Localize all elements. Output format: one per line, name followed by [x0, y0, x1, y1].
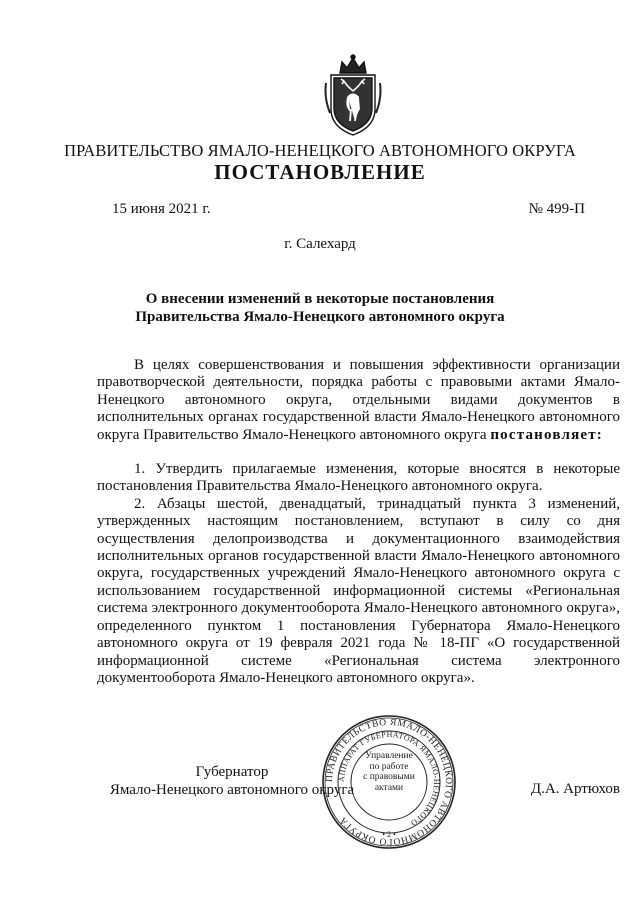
document-date: 15 июня 2021 г.: [112, 201, 211, 217]
stamp-inner-ring-text: АППАРАТ ГУБЕРНАТОРА ЯМАЛО-НЕНЕЦКОГО: [336, 729, 442, 828]
document-body: [97, 357, 620, 687]
stamp-center-line-4: актами: [374, 782, 404, 793]
item-1-paragraph: 1. Утвердить прилагаемые изменения, которые вносятся в некоторые постановления Правительства Ямало-Ненецкого автономного округа.: [97, 461, 620, 495]
preamble-text: В целях совершенствования и повышения эффективности организации правотворческой деятельности, порядка работы с правовыми актами Ямало-Ненецкого автономного округа, отдельными видами документов в исполнительных органах государственной власти Ямало-Ненецкого автономного округа Правительство Ямало-Ненецкого автономного округа: [97, 357, 620, 443]
decree-word: постановляет:: [490, 426, 604, 443]
stamp-center-line-3: с правовыми: [363, 772, 415, 782]
stamp-center-text: [350, 751, 428, 793]
document-type: ПОСТАНОВЛЕНИЕ: [214, 160, 426, 184]
preamble-paragraph: [97, 357, 620, 444]
subject-line-1: О внесении изменений в некоторые постановления: [145, 291, 495, 307]
stamp-center-line-2: по работе: [369, 761, 409, 772]
stamp-number: • 2 •: [382, 830, 396, 839]
signatory-name: Д.А. Артюхов: [530, 781, 620, 797]
document-number: № 499-П: [528, 201, 585, 217]
stamp-center-line-1: Управление: [365, 751, 413, 761]
stamp-outer-ring-text: ПРАВИТЕЛЬСТВО ЯМАЛО-НЕНЕЦКОГО АВТОНОМНОГО ОКРУГА: [324, 717, 454, 847]
government-name: ПРАВИТЕЛЬСТВО ЯМАЛО-НЕНЕЦКОГО АВТОНОМНОГО ОКРУГА: [64, 141, 576, 160]
subject-line-2: Правительства Ямало-Ненецкого автономного округа: [135, 309, 505, 325]
item-2-paragraph: 2. Абзацы шестой, двенадцатый, тринадцатый пункта 3 изменений, утвержденных настоящим постановлением, вступают в силу со дня осуществления делопроизводства и документационного взаимодействия исполнительных органов государственной власти Ямало-Ненецкого автономного округа, государственных учреждений Ямало-Ненецкого автономного округа с использованием государственной информационной системы «Региональная система электронного документооборота Ямало-Ненецкого автономного округа», определенного пунктом 1 постановления Губернатора Ямало-Ненецкого автономного округа от 19 февраля 2021 года № 18-ПГ «О государственной информационной системе «Региональная система электронного документооборота Ямало-Ненецкого автономного округа».: [97, 495, 620, 686]
signatory-title-line-1: Губернатор: [195, 764, 269, 780]
document-subject: [0, 290, 640, 326]
document-city: г. Салехард: [284, 236, 356, 252]
signatory-title-line-2: Ямало-Ненецкого автономного округа: [109, 782, 355, 798]
coat-of-arms-icon: [322, 53, 384, 139]
